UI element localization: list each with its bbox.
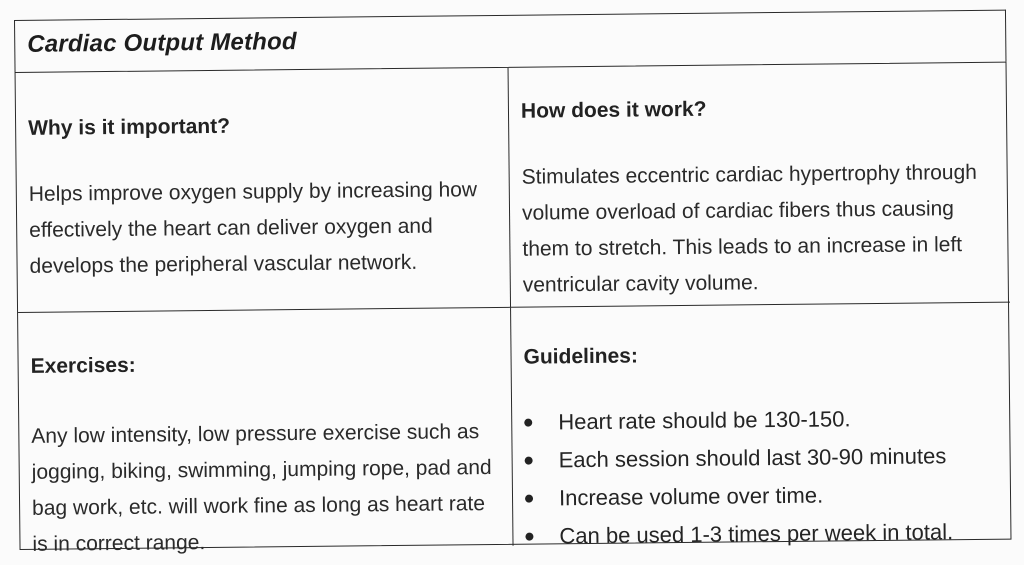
cell-why-important — [16, 68, 511, 313]
how-text: Stimulates eccentric cardiac hypertrophy through volume overload of cardiac fibers thus causing them to stretch. This leads to an increase in left ventricular cavity volume. — [521, 160, 978, 297]
guideline-text: Heart rate should be 130-150. — [558, 406, 851, 435]
list-item — [521, 475, 1008, 518]
table-grid — [15, 62, 1012, 556]
bullet-icon — [524, 419, 532, 427]
bullet-icon — [525, 495, 533, 503]
guidelines-heading: Guidelines: — [523, 344, 639, 369]
guideline-text: Each session should last 30-90 minutes — [558, 443, 947, 473]
info-table — [14, 10, 1015, 556]
exercises-heading: Exercises: — [30, 353, 136, 378]
why-heading: Why is it important? — [28, 114, 231, 140]
cell-guidelines — [511, 303, 1012, 549]
bullet-icon — [525, 457, 533, 465]
cell-exercises — [18, 308, 513, 556]
cell-how-it-works — [509, 63, 1010, 308]
exercises-text: Any low intensity, low pressure exercise such as jogging, biking, swimming, jumping rope, pad and bag work, etc. will work fine as long as heart rate is in correct range. — [31, 420, 492, 556]
table-title: Cardiac Output Method — [27, 28, 297, 58]
list-item — [520, 437, 1007, 480]
bullet-icon — [525, 533, 533, 541]
guideline-text: Can be used 1-3 times per week in total. — [559, 519, 954, 549]
why-text: Helps improve oxygen supply by increasing how effectively the heart can deliver oxygen and develops the peripheral vascular network. — [28, 178, 478, 278]
list-item — [520, 399, 1007, 442]
guideline-text: Increase volume over time. — [558, 482, 824, 511]
how-heading: How does it work? — [520, 97, 707, 123]
guidelines-list — [520, 399, 1009, 556]
list-item — [521, 513, 1008, 556]
